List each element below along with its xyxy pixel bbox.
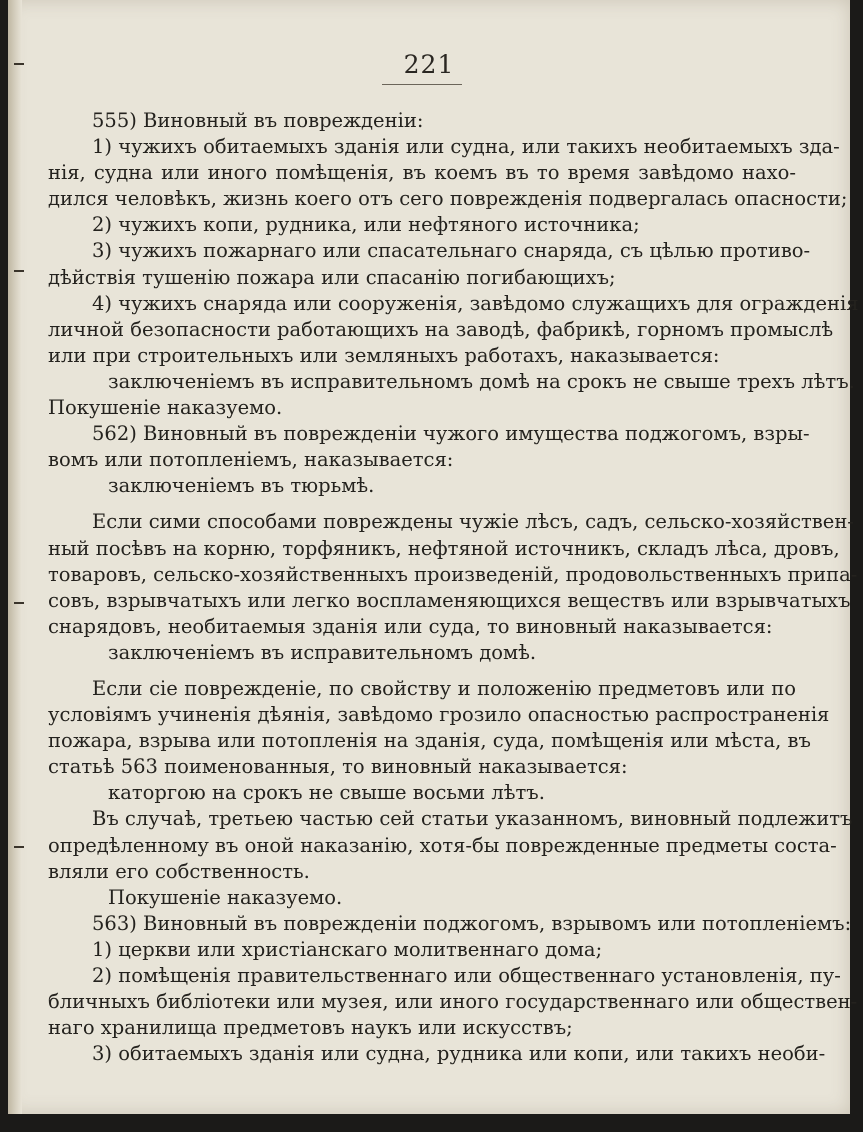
text-line: условіямъ учиненія дѣянія, завѣдомо грозило опасностью распространенія bbox=[48, 703, 830, 727]
text-line: статьѣ 563 поименованныя, то виновный наказывается: bbox=[48, 755, 628, 779]
article-text bbox=[48, 108, 859, 1067]
binding-stitch bbox=[14, 602, 24, 604]
text-line: Если сіе поврежденіе, по свойству и положенію предметовъ или по bbox=[92, 676, 796, 700]
text-line: 1) церкви или христіанскаго молитвеннаго дома; bbox=[92, 937, 603, 961]
text-line: Покушеніе наказуемо. bbox=[48, 396, 283, 420]
text-line: совъ, взрывчатыхъ или легко воспламеняющихся веществъ или взрывчатыхъ bbox=[48, 588, 851, 612]
text-line: 4) чужихъ снаряда или сооруженія, завѣдомо служащихъ для огражденія bbox=[92, 291, 859, 315]
text-line: заключеніемъ въ тюрьмѣ. bbox=[108, 474, 375, 498]
book-page bbox=[8, 0, 859, 1114]
text-line: 3) обитаемыхъ зданія или судна, рудника или копи, или такихъ необи- bbox=[92, 1042, 826, 1066]
text-line: нія, судна или иного помѣщенія, въ коемъ въ то время завѣдомо нахо- bbox=[48, 161, 796, 185]
text-line: наго хранилища предметовъ наукъ или искусствъ; bbox=[48, 1016, 573, 1040]
text-line: 2) чужихъ копи, рудника, или нефтяного источника; bbox=[92, 213, 640, 237]
text-line: 563) Виновный въ поврежденіи поджогомъ, взрывомъ или потопленіемъ: bbox=[92, 911, 852, 935]
page-number-underline bbox=[382, 84, 462, 85]
text-line: дѣйствія тушенію пожара или спасанію погибающихъ; bbox=[48, 265, 616, 289]
text-line: заключеніемъ въ исправительномъ домѣ. bbox=[108, 640, 537, 664]
text-line: бличныхъ библіотеки или музея, или иного государственнаго или обществен- bbox=[48, 990, 858, 1014]
text-line: Покушеніе наказуемо. bbox=[108, 885, 343, 909]
text-line: 555) Виновный въ поврежденіи: bbox=[92, 109, 424, 132]
binding-stitch bbox=[14, 270, 24, 272]
text-line: вомъ или потопленіемъ, наказывается: bbox=[48, 448, 454, 472]
text-line: или при строительныхъ или земляныхъ работахъ, наказывается: bbox=[48, 343, 720, 367]
page-number: 221 bbox=[403, 50, 455, 79]
text-line: Если сими способами повреждены чужіе лѣсъ, садъ, сельско-хозяйствен- bbox=[92, 510, 854, 534]
text-line: 3) чужихъ пожарнаго или спасательнаго снаряда, съ цѣлью противо- bbox=[92, 239, 811, 263]
text-line: 562) Виновный въ поврежденіи чужого имущества поджогомъ, взры- bbox=[92, 422, 810, 446]
text-line: личной безопасности работающихъ на заводѣ, фабрикѣ, горномъ промыслѣ bbox=[48, 317, 834, 341]
page-binding bbox=[8, 0, 22, 1114]
text-line: вляли его собственность. bbox=[48, 859, 310, 883]
text-line: 2) помѣщенія правительственнаго или общественнаго установленія, пу- bbox=[92, 964, 841, 987]
text-line: ный посѣвъ на корню, торфяникъ, нефтяной источникъ, складъ лѣса, дровъ, bbox=[48, 536, 840, 560]
text-line: заключеніемъ въ исправительномъ домѣ на срокъ не свыше трехъ лѣтъ. bbox=[108, 369, 855, 393]
text-line: дился человѣкъ, жизнь коего отъ сего поврежденія подвергалась опасности; bbox=[48, 187, 848, 211]
text-line: каторгою на срокъ не свыше восьми лѣтъ. bbox=[108, 781, 545, 805]
text-line: Въ случаѣ, третьею частью сей статьи указанномъ, виновный подлежитъ bbox=[92, 807, 853, 831]
binding-stitch bbox=[14, 846, 24, 848]
text-line: снарядовъ, необитаемыя зданія или суда, то виновный наказывается: bbox=[48, 614, 773, 638]
text-line: товаровъ, сельско-хозяйственныхъ произведеній, продовольственныхъ припа- bbox=[48, 562, 858, 586]
text-line: 1) чужихъ обитаемыхъ зданія или судна, или такихъ необитаемыхъ зда- bbox=[92, 135, 840, 159]
text-line: пожара, взрыва или потопленія на зданія, суда, помѣщенія или мѣста, въ bbox=[48, 729, 811, 753]
text-line: опредѣленному въ оной наказанію, хотя-бы поврежденные предметы соста- bbox=[48, 833, 837, 857]
